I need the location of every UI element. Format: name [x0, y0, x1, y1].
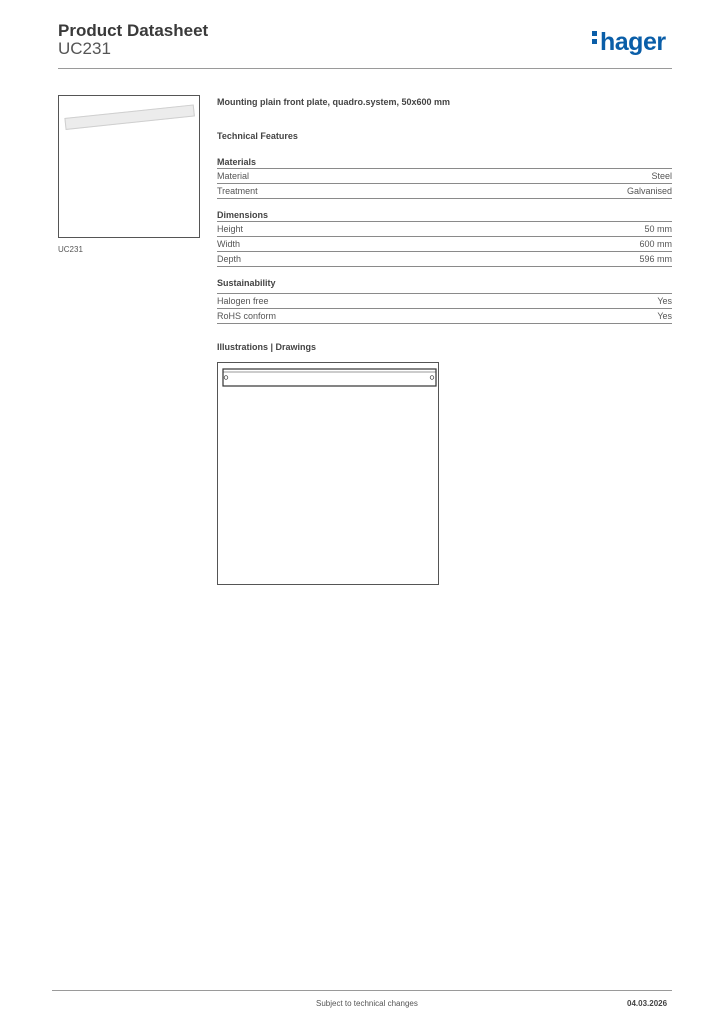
table-row	[217, 236, 672, 251]
product-image-caption: UC231	[58, 245, 83, 254]
row-value: 600 mm	[639, 239, 672, 249]
row-label: Height	[217, 224, 244, 234]
brand-logo	[592, 28, 666, 56]
footer-note: Subject to technical changes	[316, 999, 418, 1008]
footer-divider	[52, 990, 672, 991]
product-image	[58, 95, 200, 238]
dimensions-table	[217, 221, 672, 267]
table-row	[217, 221, 672, 236]
table-row	[217, 251, 672, 267]
technical-features-heading: Technical Features	[217, 131, 298, 141]
row-label: Material	[217, 171, 250, 181]
row-value: Yes	[657, 311, 672, 321]
row-label: Depth	[217, 254, 242, 264]
product-code: UC231	[58, 39, 111, 58]
table-row	[217, 293, 672, 308]
group-title-dimensions: Dimensions	[217, 210, 269, 220]
table-row	[217, 308, 672, 324]
group-title-materials: Materials	[217, 157, 257, 167]
row-value: 596 mm	[639, 254, 672, 264]
logo-dots-icon	[592, 28, 598, 47]
row-label: Halogen free	[217, 296, 269, 306]
row-value: Steel	[651, 171, 672, 181]
materials-table	[217, 168, 672, 199]
table-row	[217, 168, 672, 183]
page-title: Product Datasheet	[58, 21, 209, 40]
technical-drawing	[217, 362, 439, 585]
illustrations-heading: Illustrations | Drawings	[217, 342, 317, 352]
footer-date: 04.03.2026	[627, 999, 668, 1008]
table-row	[217, 183, 672, 199]
row-value: Yes	[657, 296, 672, 306]
row-value: Galvanised	[626, 186, 672, 196]
sustainability-table	[217, 293, 672, 324]
row-label: Width	[217, 239, 241, 249]
row-label: RoHS conform	[217, 311, 277, 321]
brand-name: hager	[600, 28, 666, 56]
group-title-sustainability: Sustainability	[217, 278, 276, 288]
row-value: 50 mm	[644, 224, 672, 234]
header-divider	[58, 68, 672, 69]
front-plate-photo-icon	[64, 104, 195, 130]
plate-drawing-icon	[218, 363, 440, 586]
row-label: Treatment	[217, 186, 258, 196]
product-description: Mounting plain front plate, quadro.system, 50x600 mm	[217, 97, 451, 107]
